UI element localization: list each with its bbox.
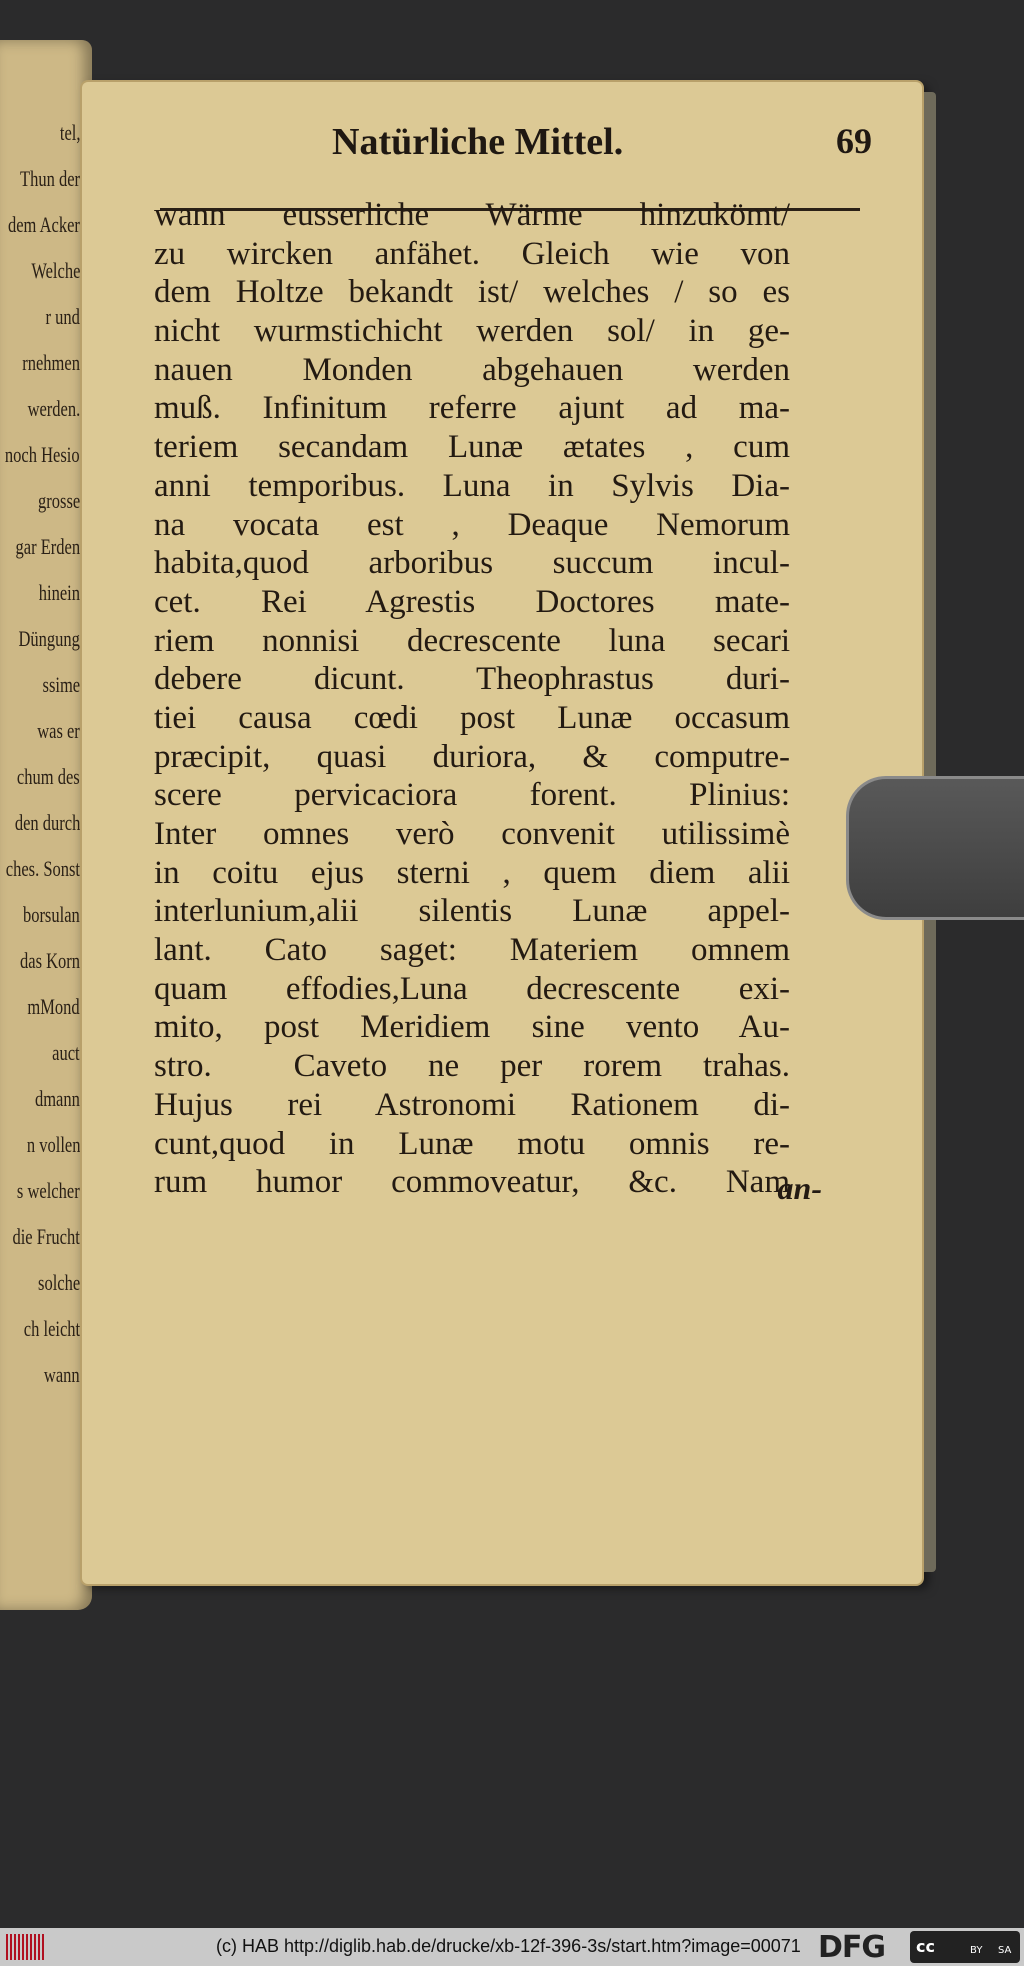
left-page-fragment: ches. Sonst [5, 856, 80, 881]
running-header [242, 120, 872, 163]
facing-left-page [0, 40, 92, 1610]
text-line: muß. Infinitum referre ajunt ad ma- [154, 390, 790, 427]
scanner-clamp [846, 776, 1024, 920]
left-page-fragment: auct [52, 1040, 80, 1065]
text-line: scere pervicaciora forent. Plinius: [154, 777, 790, 814]
left-page-fragment: die Frucht [12, 1224, 80, 1249]
text-line: præcipit, quasi duriora, & computre- [154, 738, 790, 775]
running-title: Natürliche Mittel. [332, 121, 624, 163]
text-line: tiei causa cœdi post Lunæ occasum [154, 699, 790, 736]
text-line: interlunium,alii silentis Lunæ appel- [154, 893, 790, 930]
left-page-fragment: s welcher [17, 1178, 80, 1203]
text-line: nicht wurmstichicht werden sol/ in ge- [154, 313, 790, 350]
text-line: na vocata est , Deaque Nemorum [154, 506, 790, 543]
left-page-fragment: noch Hesio [5, 442, 80, 467]
text-line: lant. Cato saget: Materiem omnem [154, 932, 790, 969]
text-line: dem Holtze bekandt ist/ welches / so es [154, 274, 790, 311]
page-number: 69 [836, 121, 872, 161]
text-line: teriem secandam Lunæ ætates , cum [154, 429, 790, 466]
text-line: Inter omnes verò convenit utilissimè [154, 816, 790, 852]
text-line: wann eusserliche Wärme hinzukömt/ [154, 197, 790, 233]
text-line: habita,quod arboribus succum incul- [154, 545, 790, 582]
left-page-fragment: mMond [27, 994, 80, 1019]
left-page-fragment: das Korn [19, 948, 80, 973]
text-line: riem nonnisi decrescente luna secari [154, 622, 790, 659]
text-line: nauen Monden abgehauen werden [154, 351, 790, 388]
left-page-fragment: den durch [14, 810, 80, 835]
hab-logo-icon [6, 1934, 46, 1960]
left-page-fragment: solche [37, 1270, 80, 1295]
text-line: mito, post Meridiem sine vento Au- [154, 1009, 790, 1046]
text-line: rum humor commoveatur, &c. Nam [154, 1164, 790, 1201]
left-page-fragment: dem Acker [8, 212, 80, 237]
text-line: debere dicunt. Theophrastus duri- [154, 661, 790, 698]
left-page-fragment: borsulan [23, 902, 80, 927]
text-line: anni temporibus. Luna in Sylvis Dia- [154, 467, 790, 504]
cc-license-badge[interactable] [910, 1931, 1020, 1963]
left-page-fragment: r und [45, 304, 80, 329]
left-page-fragment: grosse [37, 488, 80, 513]
left-page-fragment: wann [44, 1362, 80, 1387]
left-page-fragment: ssime [42, 672, 80, 697]
left-page-fragment: Düngung [18, 626, 80, 651]
copyright-link[interactable]: (c) HAB http://diglib.hab.de/drucke/xb-12f-396-3s/start.htm?image=00071 [216, 1936, 801, 1956]
page-body-text [154, 196, 790, 1202]
sa-label: SA [998, 1945, 1012, 1956]
left-page-fragment: Welche [30, 258, 80, 283]
text-line: cet. Rei Agrestis Doctores mate- [154, 583, 790, 620]
cc-icon: cc [916, 1937, 935, 1956]
text-line: Hujus rei Astronomi Rationem di- [154, 1086, 790, 1123]
by-label: BY [970, 1945, 983, 1956]
left-page-fragment: dmann [35, 1086, 80, 1111]
left-page-fragment: was er [37, 718, 80, 743]
left-page-fragment: Thun der [19, 166, 80, 191]
left-page-fragment: hinein [38, 580, 80, 605]
dfg-logo: DFG [818, 1930, 886, 1965]
catchword: an- [777, 1170, 822, 1206]
text-line: zu wircken anfähet. Gleich wie von [154, 235, 790, 272]
text-line: cunt,quod in Lunæ motu omnis re- [154, 1125, 790, 1162]
text-line: in coitu ejus sterni , quem diem alii [154, 854, 790, 891]
left-page-fragment: n vollen [26, 1132, 80, 1157]
left-page-fragment: werden. [27, 396, 80, 421]
footer-bar [0, 1928, 1024, 1966]
left-page-fragment: ch leicht [23, 1316, 80, 1341]
left-page-fragment: rnehmen [22, 350, 80, 375]
text-line: quam effodies,Luna decrescente exi- [154, 970, 790, 1007]
left-page-fragment: gar Erden [15, 534, 80, 559]
left-page-fragment: tel, [59, 120, 80, 145]
book-page [82, 82, 922, 1584]
left-page-fragment: chum des [17, 764, 80, 789]
text-line: stro. Caveto ne per rorem trahas. [154, 1048, 790, 1085]
